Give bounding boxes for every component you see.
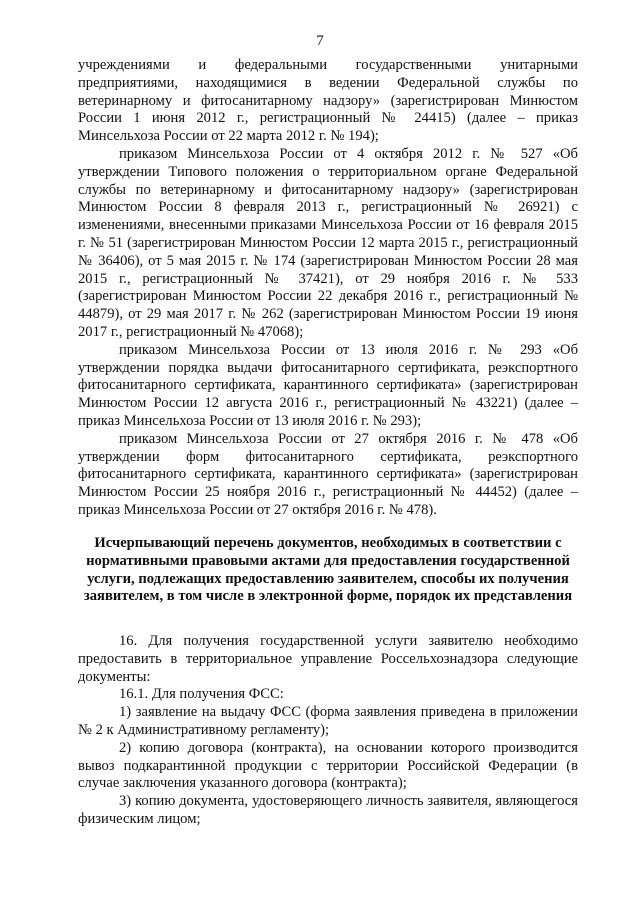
item-16-1: 16.1. Для получения ФСС:	[119, 686, 284, 703]
paragraph-order-527: приказом Минсельхоза России от 4 октября 2012 г. № 527 «Об утверждении Типового положения о территориальном органе Федеральной службы по ветеринарному и фитосанитарному надзору» (зарегистрирован Минюстом России 8 февраля 2013 г., регистрационный № 26921) с изменениями, внесенными приказами Минсельхоза России от 16 февраля 2015 г. № 51 (зарегистрирован Минюстом России 12 марта 2015 г., регистрационный № 36406), от 5 мая 2015 г. № 174 (зарегистрирован Минюстом России 28 мая 2015 г., регистрационный № 37421), от 29 ноября 2016 г. № 533 (зарегистрирован Минюстом России 22 декабря 2016 г., регистрационный № 44879), от 29 мая 2017 г. № 262 (зарегистрирован Минюстом России 19 июня 2017 г., регистрационный № 47068);	[78, 145, 578, 340]
document-list	[78, 633, 578, 829]
body-text	[78, 57, 578, 520]
list-item: 3) копию документа, удостоверяющего личность заявителя, являющегося физическим лицом;	[78, 793, 578, 827]
page-number: 7	[316, 33, 324, 49]
paragraph-order-293: приказом Минсельхоза России от 13 июля 2016 г. № 293 «Об утверждении порядка выдачи фитосанитарного сертификата, реэкспортного фитосанитарного сертификата, карантинного сертификата» (зарегистрирован Минюстом России 12 августа 2016 г., регистрационный № 43221) (далее – приказ Минсельхоза России от 13 июля 2016 г. № 293);	[78, 341, 578, 429]
list-item: 1) заявление на выдачу ФСС (форма заявления приведена в приложении № 2 к Административному регламенту);	[78, 704, 578, 738]
paragraph-continuation: учреждениями и федеральными государственными унитарными предприятиями, находящимися в ведении Федеральной службы по ветеринарному и фитосанитарному надзору» (зарегистрирован Минюстом России 1 июня 2012 г., регистрационный № 24415) (далее – приказ Минсельхоза России от 22 марта 2012 г. № 194);	[78, 57, 578, 145]
item-16: 16. Для получения государственной услуги заявителю необходимо предоставить в территориальное управление Россельхознадзора следующие документы:	[78, 633, 578, 685]
section-heading: Исчерпывающий перечень документов, необходимых в соответствии с нормативными правовыми актами для предоставления государственной услуги, подлежащих предоставлению заявителем, способы их получения заявителем, в том числе в электронной форме, порядок их представления	[83, 535, 573, 605]
list-item: 2) копию договора (контракта), на основании которого производится вывоз подкарантинной продукции с территории Российской Федерации (в случае заключения указанного договора (контракта);	[78, 739, 578, 792]
paragraph-order-478: приказом Минсельхоза России от 27 октября 2016 г. № 478 «Об утверждении форм фитосанитарного сертификата, реэкспортного фитосанитарного сертификата, карантинного сертификата» (зарегистрирован Минюстом России 25 ноября 2016 г., регистрационный № 44452) (далее – приказ Минсельхоза России от 27 октября 2016 г. № 478).	[78, 430, 578, 518]
